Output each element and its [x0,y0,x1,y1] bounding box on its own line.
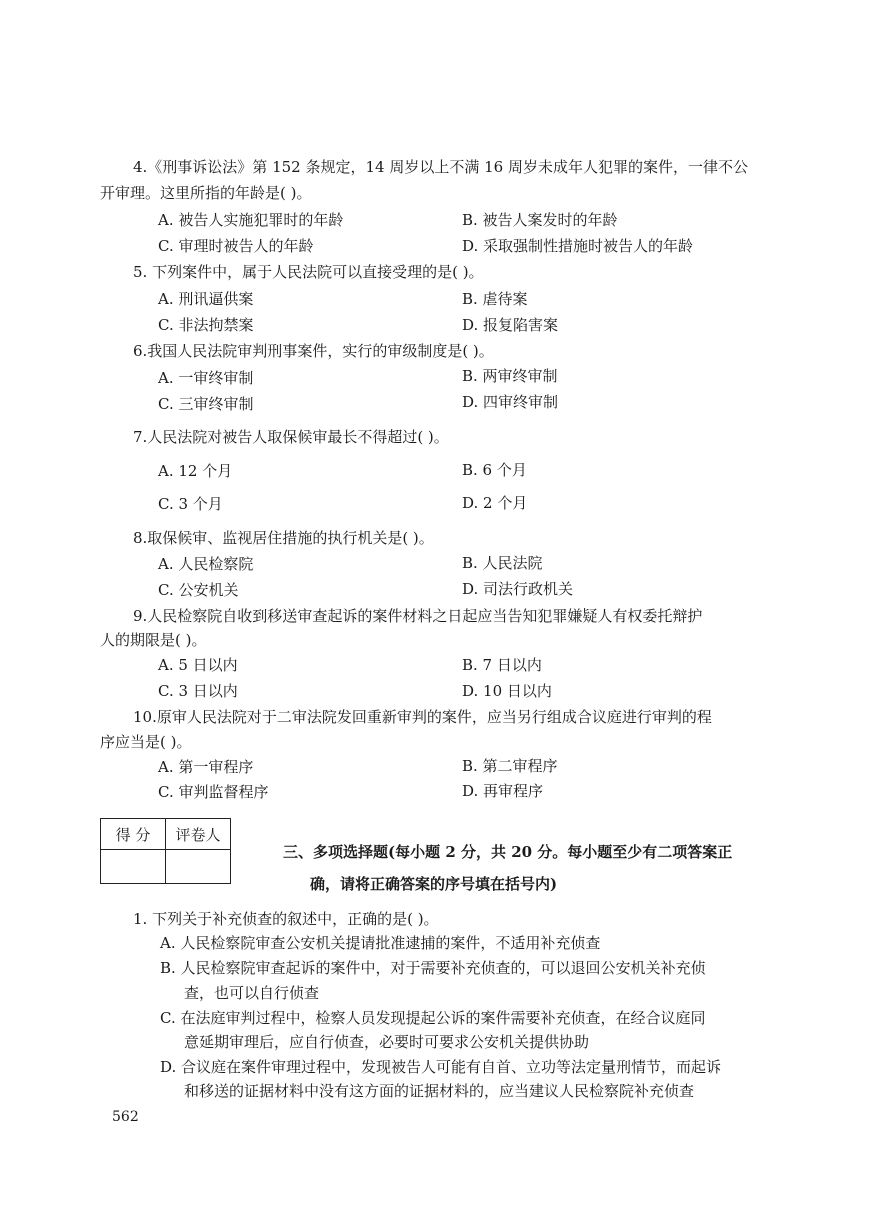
mq1-option-b-line2: 查，也可以自行侦查 [184,984,320,1002]
q5-option-d: D. 报复陷害案 [462,316,559,334]
q8-stem: 8.取保候审、监视居住措施的执行机关是( )。 [133,529,434,547]
mq1-stem: 1. 下列关于补充侦查的叙述中，正确的是( )。 [133,910,439,928]
q9-option-a: A. 5 日以内 [158,656,238,674]
q10-option-c: C. 审判监督程序 [158,783,269,801]
q9-option-c: C. 3 日以内 [158,682,238,700]
q10-option-a: A. 第一审程序 [158,758,254,776]
q8-option-a: A. 人民检察院 [158,555,254,573]
mq1-option-c-line2: 意延期审理后，应自行侦查，必要时可要求公安机关提供协助 [184,1033,590,1051]
mq1-option-d-line1: D. 合议庭在案件审理过程中，发现被告人可能有自首、立功等法定量刑情节，而起诉 [160,1058,722,1076]
score-label: 得 分 [101,819,166,850]
q10-stem-line1: 10.原审人民法院对于二审法院发回重新审判的案件，应当另行组成合议庭进行审判的程 [133,708,712,726]
grader-field[interactable] [166,850,231,884]
q4-stem-line2: 开审理。这里所指的年龄是( )。 [100,184,312,202]
q6-option-a: A. 一审终审制 [158,369,254,387]
q8-option-d: D. 司法行政机关 [462,580,574,598]
q5-option-c: C. 非法拘禁案 [158,316,254,334]
mq1-option-b-line1: B. 人民检察院审查起诉的案件中，对于需要补充侦查的，可以退回公安机关补充侦 [160,959,706,977]
q4-stem-line1: 4.《刑事诉讼法》第 152 条规定，14 周岁以上不满 16 周岁未成年人犯罪的案件，一律不公 [133,158,748,176]
q5-option-a: A. 刑讯逼供案 [158,290,254,308]
q4-option-a: A. 被告人实施犯罪时的年龄 [158,211,344,229]
q9-stem-line1: 9.人民检察院自收到移送审查起诉的案件材料之日起应当告知犯罪嫌疑人有权委托辩护 [133,607,703,625]
q10-stem-line2: 序应当是( )。 [100,733,192,751]
page-number: 562 [112,1109,139,1125]
q5-option-b: B. 虐待案 [462,290,528,308]
q5-stem: 5. 下列案件中，属于人民法院可以直接受理的是( )。 [133,263,484,281]
q6-option-c: C. 三审终审制 [158,395,254,413]
mq1-option-d-line2: 和移送的证据材料中没有这方面的证据材料的，应当建议人民检察院补充侦查 [184,1082,695,1100]
q6-stem: 6.我国人民法院审判刑事案件，实行的审级制度是( )。 [133,342,494,360]
q4-option-c: C. 审理时被告人的年龄 [158,237,314,255]
q9-option-d: D. 10 日以内 [462,682,552,700]
q9-option-b: B. 7 日以内 [462,656,542,674]
q8-option-c: C. 公安机关 [158,581,239,599]
q7-option-c: C. 3 个月 [158,495,223,513]
q4-option-d: D. 采取强制性措施时被告人的年龄 [462,237,694,255]
mq1-option-a: A. 人民检察院审查公安机关提请批准逮捕的案件，不适用补充侦查 [160,934,601,952]
q9-stem-line2: 人的期限是( )。 [100,631,207,649]
score-box [100,818,231,884]
q6-option-b: B. 两审终审制 [462,367,558,385]
q10-option-b: B. 第二审程序 [462,757,558,775]
mq1-option-c-line1: C. 在法庭审判过程中，检察人员发现提起公诉的案件需要补充侦查，在经合议庭同 [160,1009,706,1027]
q4-option-b: B. 被告人案发时的年龄 [462,211,618,229]
section3-title-line2: 确，请将正确答案的序号填在括号内) [310,875,558,893]
score-field[interactable] [101,850,166,884]
q7-option-a: A. 12 个月 [158,462,233,480]
grader-label: 评卷人 [166,819,231,850]
q10-option-d: D. 再审程序 [462,782,544,800]
q7-option-d: D. 2 个月 [462,494,528,512]
section3-title-line1: 三、多项选择题(每小题 2 分，共 20 分。每小题至少有二项答案正 [283,843,733,861]
q6-option-d: D. 四审终审制 [462,393,559,411]
q7-stem: 7.人民法院对被告人取保候审最长不得超过( )。 [133,428,449,446]
q8-option-b: B. 人民法院 [462,554,543,572]
q7-option-b: B. 6 个月 [462,461,527,479]
